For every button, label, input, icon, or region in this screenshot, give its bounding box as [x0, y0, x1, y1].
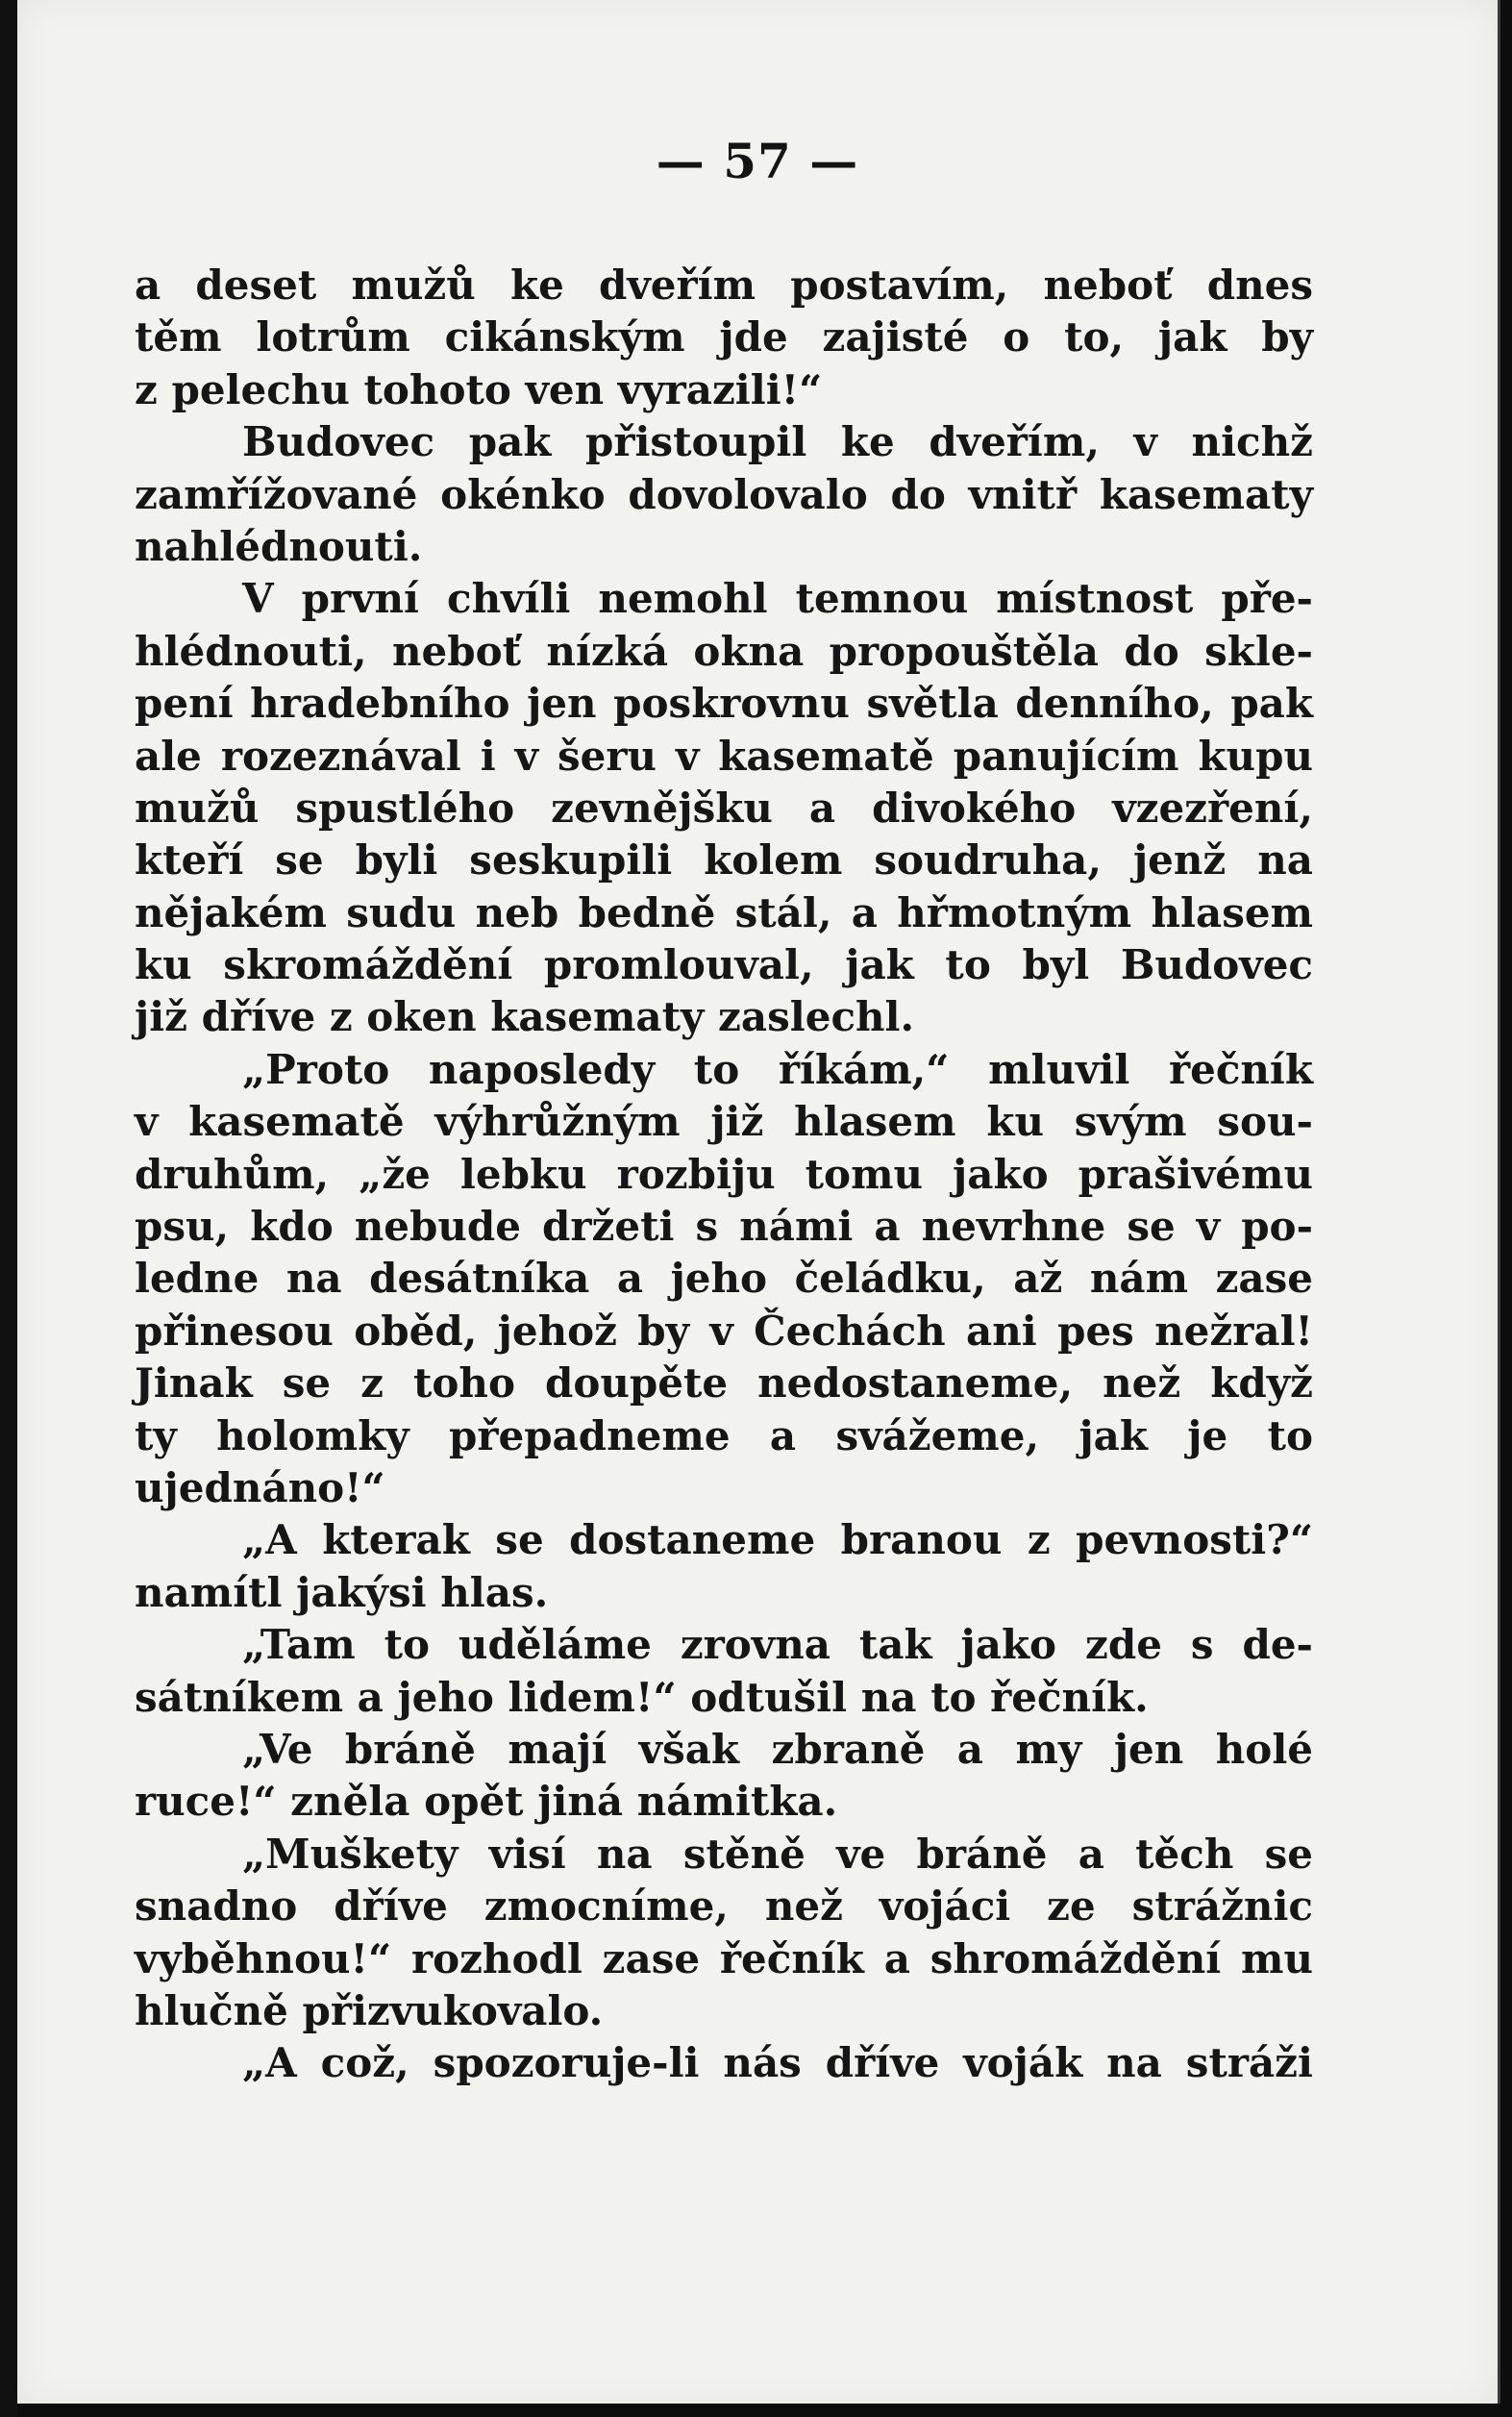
text-line: mužů spustlého zevnějšku a divokého vzezření,: [135, 784, 1313, 832]
body-text: [135, 260, 1313, 2090]
text-line: vyběhnou!“ rozhodl zase řečník a shromáždění mu: [135, 1934, 1313, 1982]
text-line: „Ve bráně mají však zbraně a my jen holé: [242, 1725, 1313, 1773]
text-line: „Proto naposledy to říkám,“ mluvil řečník: [242, 1045, 1313, 1093]
text-line: již dříve z oken kasematy zaslechl.: [135, 993, 915, 1041]
text-line: „A což, spozoruje-li nás dříve voják na stráži: [242, 2039, 1313, 2087]
text-line: nahlédnouti.: [135, 522, 423, 570]
text-line: „Muškety visí na stěně ve bráně a těch se: [242, 1830, 1313, 1878]
text-line: ale rozeznával i v šeru v kasematě panujícím kupu: [135, 732, 1313, 780]
text-line: kteří se byli seskupili kolem soudruha, jenž na: [135, 836, 1313, 885]
text-line: a deset mužů ke dveřím postavím, neboť dnes: [135, 262, 1313, 309]
text-line: Budovec pak přistoupil ke dveřím, v nichž: [242, 418, 1313, 466]
page-number: — 57 —: [656, 133, 859, 189]
text-line: V první chvíli nemohl temnou místnost pře-: [242, 575, 1313, 623]
page-left-edge: [0, 0, 17, 2417]
text-line: ujednáno!“: [135, 1463, 385, 1511]
text-line: „Tam to uděláme zrovna tak jako zde s de-: [242, 1621, 1313, 1669]
text-line: ledne na desátníka a jeho čeládku, až nám zase: [135, 1255, 1313, 1303]
text-line: pení hradebního jen poskrovnu světla denního, pak: [135, 680, 1313, 728]
text-line: těm lotrům cikánským jde zajisté o to, jak by: [135, 313, 1313, 361]
text-line: „A kterak se dostaneme branou z pevnosti?“: [242, 1516, 1313, 1564]
text-line: hlédnouti, neboť nízká okna propouštěla do skle-: [135, 627, 1313, 675]
text-line: v kasematě výhrůžným již hlasem ku svým sou-: [135, 1098, 1313, 1146]
text-line: psu, kdo nebude držeti s námi a nevrhne se v po-: [135, 1203, 1313, 1251]
book-page: [17, 0, 1500, 2404]
text-line: zamřížované okénko dovolovalo do vnitř kasematy: [135, 470, 1313, 518]
text-line: nějakém sudu neb bedně stál, a hřmotným hlasem: [135, 888, 1313, 936]
text-line: ty holomky přepadneme a svážeme, jak je to: [135, 1411, 1313, 1459]
text-line: snadno dříve zmocníme, než vojáci ze strážnic: [135, 1882, 1313, 1931]
text-line: sátníkem a jeho lidem!“ odtušil na to řečník.: [135, 1673, 1149, 1721]
text-line: druhům, „že lebku rozbiju tomu jako prašivému: [135, 1150, 1313, 1198]
text-line: hlučně přizvukovalo.: [135, 1986, 604, 2034]
text-line: přinesou oběd, jehož by v Čechách ani pes nežral!: [135, 1307, 1313, 1355]
text-line: ku skromáždění promlouval, jak to byl Budovec: [135, 941, 1313, 989]
text-line: ruce!“ zněla opět jiná námitka.: [135, 1778, 838, 1826]
text-line: namítl jakýsi hlas.: [135, 1568, 549, 1616]
text-line: z pelechu tohoto ven vyrazili!“: [135, 365, 823, 413]
text-line: Jinak se z toho doupěte nedostaneme, než když: [135, 1359, 1313, 1408]
